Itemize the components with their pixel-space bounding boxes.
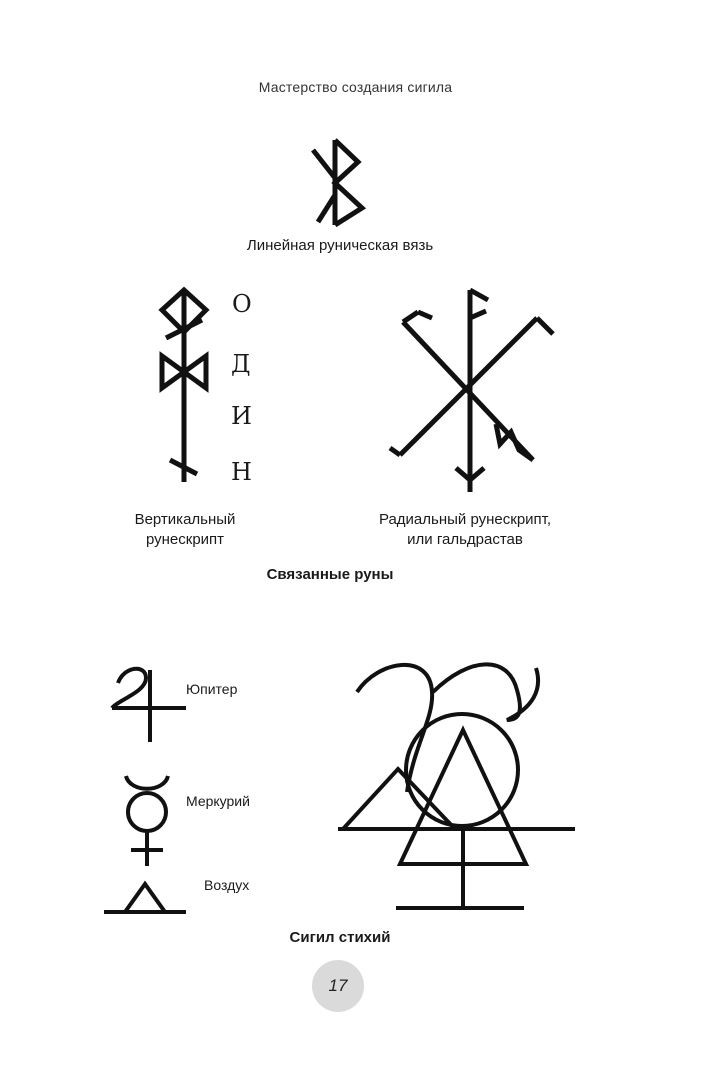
vertical-runescript-caption [100,510,270,550]
elements-sigil-title: Сигил стихий [289,929,391,946]
linear-bindrune-caption: Линейная руническая вязь [246,237,434,254]
air-label: Воздух [204,877,250,893]
page-number-badge: 17 [312,960,364,1012]
jupiter-symbol [112,669,186,742]
bound-runes-title: Связанные руны [266,566,394,583]
mercury-label: Меркурий [186,793,250,809]
mercury-symbol [126,776,168,866]
rune-letter-d: Д [231,350,251,378]
radial-caption-line2: или гальдрастав [407,531,523,548]
air-symbol [104,884,186,912]
vertical-runescript-figure [162,290,206,482]
rune-letter-i: И [231,402,252,430]
vertical-caption-line2: рунескрипт [145,531,225,548]
vertical-caption-line1: Вертикальный [134,511,236,528]
radial-galdrastav-figure [390,290,553,492]
running-header: Мастерство создания сигила [258,79,453,95]
linear-bindrune-figure [313,140,362,225]
radial-runescript-caption [330,510,600,550]
elements-sigil-figure [338,664,575,910]
rune-letter-n: Н [231,458,252,486]
rune-letter-o: О [232,290,252,318]
radial-caption-line1: Радиальный рунескрипт, [378,511,552,528]
jupiter-label: Юпитер [186,681,238,697]
